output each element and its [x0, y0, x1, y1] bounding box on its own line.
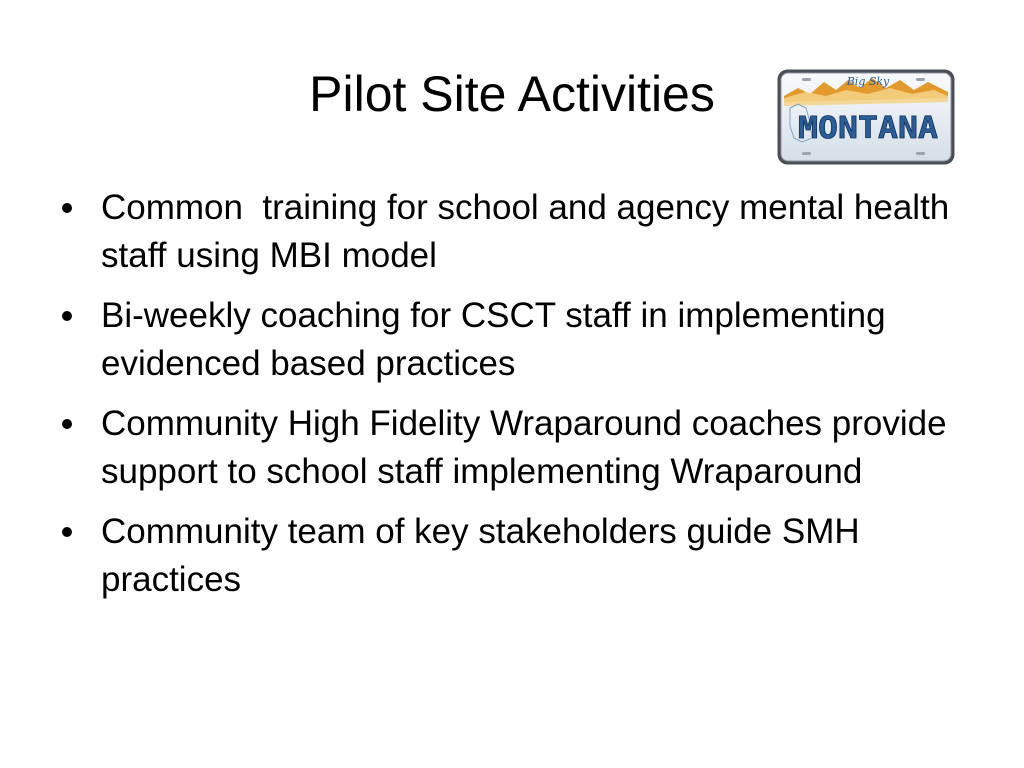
montana-license-plate-logo [776, 68, 956, 166]
bullet-item [56, 508, 986, 604]
bullet-item [56, 184, 986, 280]
bullet-list [56, 184, 986, 616]
bullet-text: Common training for school and agency mental health staff using MBI model [101, 188, 959, 275]
slide-title: Pilot Site Activities [309, 66, 715, 122]
bullet-item [56, 400, 986, 496]
logo-main-text: MONTANA [798, 111, 938, 146]
logo-top-text: Big Sky [846, 75, 890, 88]
bullet-text: Community High Fidelity Wraparound coaches provide support to school staff implementing Wraparound [101, 404, 947, 491]
bullet-item [56, 292, 986, 388]
bullet-text: Bi-weekly coaching for CSCT staff in implementing evidenced based practices [101, 296, 886, 383]
bullet-dot-icon [62, 203, 72, 213]
bullet-dot-icon [62, 311, 72, 321]
bullet-text: Community team of key stakeholders guide SMH practices [101, 512, 860, 599]
bullet-dot-icon [62, 527, 72, 537]
bullet-dot-icon [62, 419, 72, 429]
